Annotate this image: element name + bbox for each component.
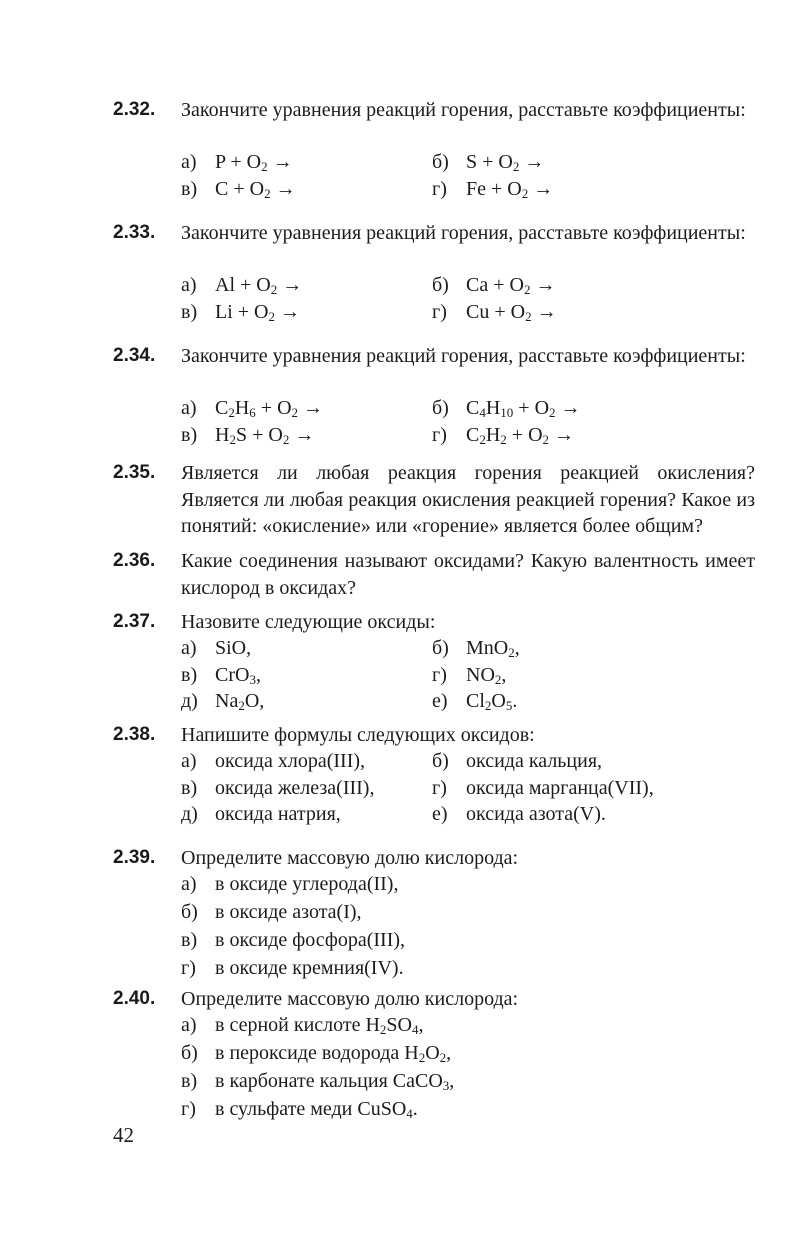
problem-number: 2.39. (113, 847, 156, 868)
option-letter: г) (432, 663, 447, 686)
problem-number: 2.33. (113, 222, 156, 243)
problem-statement: Определите массовую долю кислорода: (181, 847, 519, 869)
option-letter: а) (181, 637, 197, 659)
option-text: SiO, (215, 637, 252, 659)
problem-number: 2.38. (113, 724, 156, 745)
option-letter: в) (181, 177, 198, 200)
option-letter: б) (432, 750, 449, 772)
option-text: в серной кислоте $H_2SO_4$, (215, 1014, 424, 1037)
option-item (181, 662, 261, 688)
option-text: в оксиде углерода(II), (215, 873, 399, 895)
option-item (181, 775, 374, 801)
problem-statement: Закончите уравнения реакций горения, расставьте коэффициенты: (181, 345, 746, 367)
option-letter: б) (181, 1042, 198, 1064)
option-letter: д) (181, 690, 198, 712)
option-item (181, 1040, 451, 1066)
option-item (181, 688, 264, 714)
option-text: $H_2S + O_2$ → (215, 423, 315, 447)
problem-statement: Закончите уравнения реакций горения, расставьте коэффициенты: (181, 99, 746, 121)
option-text: $Ca + O_2$ → (466, 274, 556, 297)
option-item (432, 635, 520, 661)
option-letter: е) (432, 803, 448, 825)
option-text: оксида хлора(III), (215, 750, 366, 772)
problem-number: 2.37. (113, 611, 156, 632)
option-item (432, 662, 506, 688)
option-letter: а) (181, 274, 197, 296)
option-letter: а) (181, 397, 197, 419)
option-text: в оксиде фосфора(III), (215, 929, 406, 951)
option-item (432, 422, 574, 448)
option-letter: б) (432, 274, 449, 296)
option-letter: г) (432, 423, 447, 446)
problem-number: 2.40. (113, 988, 156, 1009)
problem-statement: Напишите формулы следующих оксидов: (181, 724, 535, 746)
option-text: в пероксиде водорода $H_2O_2$, (215, 1042, 452, 1065)
option-letter: б) (432, 637, 449, 659)
option-letter: д) (181, 803, 198, 825)
option-item (432, 801, 606, 827)
option-letter: в) (181, 663, 198, 686)
option-text: $C_4H_{10} + O_2$ → (466, 397, 581, 420)
problem-number: 2.36. (113, 550, 156, 571)
option-letter: в) (181, 423, 198, 446)
problem-statement: Закончите уравнения реакций горения, расставьте коэффициенты: (181, 222, 746, 244)
option-item (181, 272, 302, 298)
option-text: в карбонате кальция CaCO$_3$, (215, 1070, 455, 1093)
option-text: в оксиде азота(I), (215, 901, 362, 923)
problem-statement: Какие соединения называют оксидами? Какую валентность имеет кислород в оксидах? (181, 550, 755, 599)
problem-number: 2.34. (113, 345, 156, 366)
option-item (181, 748, 365, 774)
option-text: оксида кальция, (466, 750, 603, 772)
option-text: CrO$_3$, (215, 663, 261, 687)
problem-number: 2.35. (113, 462, 156, 483)
option-letter: б) (432, 151, 449, 173)
option-letter: а) (181, 1014, 197, 1036)
option-item (181, 1096, 418, 1122)
option-letter: в) (181, 929, 198, 951)
option-text: $Li + O_2$ → (215, 300, 300, 324)
option-item (181, 899, 362, 925)
option-item (432, 176, 553, 202)
option-item (181, 422, 314, 448)
option-item (181, 871, 398, 897)
option-item (181, 149, 293, 175)
option-item (181, 299, 300, 325)
option-letter: б) (432, 397, 449, 419)
option-letter: г) (432, 177, 447, 200)
problem-statement: Определите массовую долю кислорода: (181, 988, 519, 1010)
option-text: оксида марганца(VII), (466, 776, 654, 799)
option-letter: а) (181, 873, 197, 895)
option-text: $Al + O_2$ → (215, 274, 303, 297)
option-letter: в) (181, 776, 198, 799)
problem-statement: Назовите следующие оксиды: (181, 611, 436, 633)
option-item (432, 688, 517, 714)
option-text: $S + O_2$ → (466, 151, 545, 174)
option-text: $C_2H_2 + O_2$ → (466, 423, 575, 447)
option-item (181, 395, 323, 421)
option-item (432, 272, 555, 298)
option-letter: г) (432, 300, 447, 323)
option-text: MnO$_2$, (466, 637, 520, 660)
option-text: $Na_2O$, (215, 690, 265, 713)
page-number: 42 (113, 1123, 134, 1147)
option-item (181, 801, 341, 827)
option-letter: а) (181, 151, 197, 173)
option-item (432, 299, 557, 325)
option-text: в оксиде кремния(IV). (215, 957, 404, 979)
option-text: оксида железа(III), (215, 776, 375, 799)
option-text: оксида азота(V). (466, 803, 606, 825)
option-letter: в) (181, 1070, 198, 1092)
option-text: $C_2H_6 + O_2$ → (215, 397, 324, 420)
option-letter: б) (181, 901, 198, 923)
option-letter: г) (181, 1098, 196, 1120)
option-text: $Cu + O_2$ → (466, 300, 557, 324)
option-item (181, 955, 404, 981)
option-item (432, 775, 654, 801)
option-text: $P + O_2$ → (215, 151, 293, 174)
problem-statement: Является ли любая реакция горения реакцией окисления? Является ли любая реакция окисления реакцией горения? Какое из понятий: «окисление» или «горение» является более общим? (181, 462, 755, 537)
option-item (181, 927, 405, 953)
option-item (432, 395, 581, 421)
option-item (181, 1012, 424, 1038)
problem-number: 2.32. (113, 99, 156, 120)
option-item (432, 149, 544, 175)
option-letter: в) (181, 300, 198, 323)
option-text: оксида натрия, (215, 803, 341, 825)
option-text: $Fe + O_2$ → (466, 177, 554, 201)
option-letter: а) (181, 750, 197, 772)
option-item (181, 635, 251, 661)
option-text: в сульфате меди CuSO$_4$. (215, 1098, 418, 1121)
option-item (432, 748, 602, 774)
option-letter: г) (432, 776, 447, 799)
option-item (181, 1068, 454, 1094)
option-text: $NO_2$, (466, 663, 507, 687)
option-letter: г) (181, 957, 196, 979)
option-text: $C + O_2$ → (215, 177, 296, 201)
option-text: $Cl_2O_5$. (466, 690, 518, 713)
option-item (181, 176, 296, 202)
option-letter: е) (432, 690, 448, 712)
